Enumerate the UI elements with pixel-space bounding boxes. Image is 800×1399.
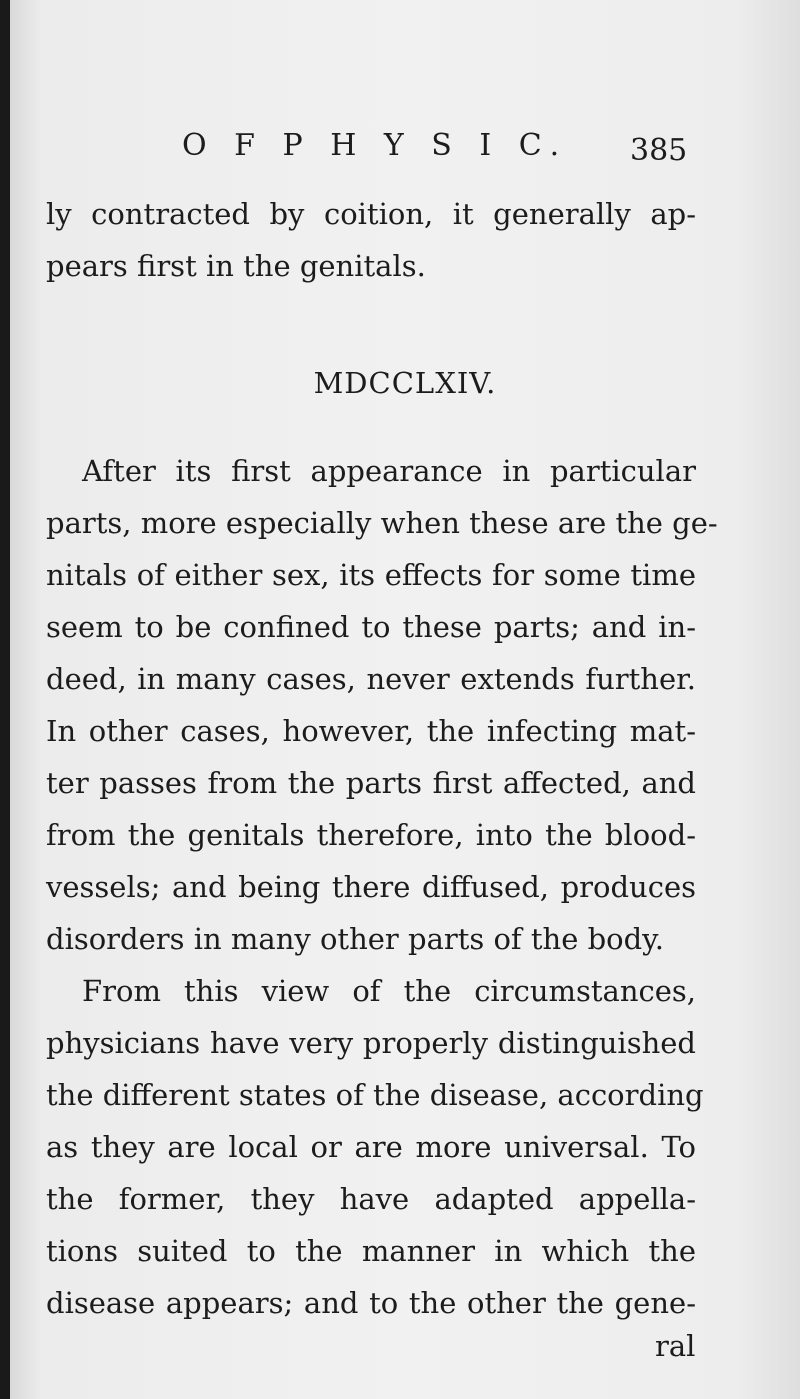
text-line: vessels; and being there diffused, produces: [46, 870, 696, 904]
page-number: 385: [630, 133, 688, 168]
running-head: O F P H Y S I C.: [182, 128, 569, 163]
text-line: the different states of the disease, according: [46, 1078, 704, 1112]
section-heading: MDCCLXIV.: [313, 366, 497, 400]
text-line: In other cases, however, the infecting mat-: [46, 714, 696, 748]
text-line: After its first appearance in particular: [82, 454, 696, 488]
book-page: [10, 0, 800, 1399]
text-line: nitals of either sex, its effects for some time: [46, 558, 696, 592]
text-line: tions suited to the manner in which the: [46, 1234, 696, 1268]
text-line: ly contracted by coition, it generally ap-: [46, 197, 696, 231]
text-line: disease appears; and to the other the gene-: [46, 1286, 696, 1320]
text-line: from the genitals therefore, into the blood-: [46, 818, 696, 852]
text-line: as they are local or are more universal. To: [46, 1130, 696, 1164]
text-line: disorders in many other parts of the body.: [46, 922, 664, 956]
catchword: ral: [655, 1329, 696, 1363]
text-line: From this view of the circumstances,: [82, 974, 696, 1008]
text-line: physicians have very properly distinguished: [46, 1026, 696, 1060]
text-line: ter passes from the parts first affected, and: [46, 766, 696, 800]
text-line: the former, they have adapted appella-: [46, 1182, 696, 1216]
text-line: deed, in many cases, never extends further.: [46, 662, 696, 696]
text-line: parts, more especially when these are the ge-: [46, 506, 718, 540]
text-line: pears first in the genitals.: [46, 249, 426, 283]
text-line: seem to be confined to these parts; and in-: [46, 610, 696, 644]
